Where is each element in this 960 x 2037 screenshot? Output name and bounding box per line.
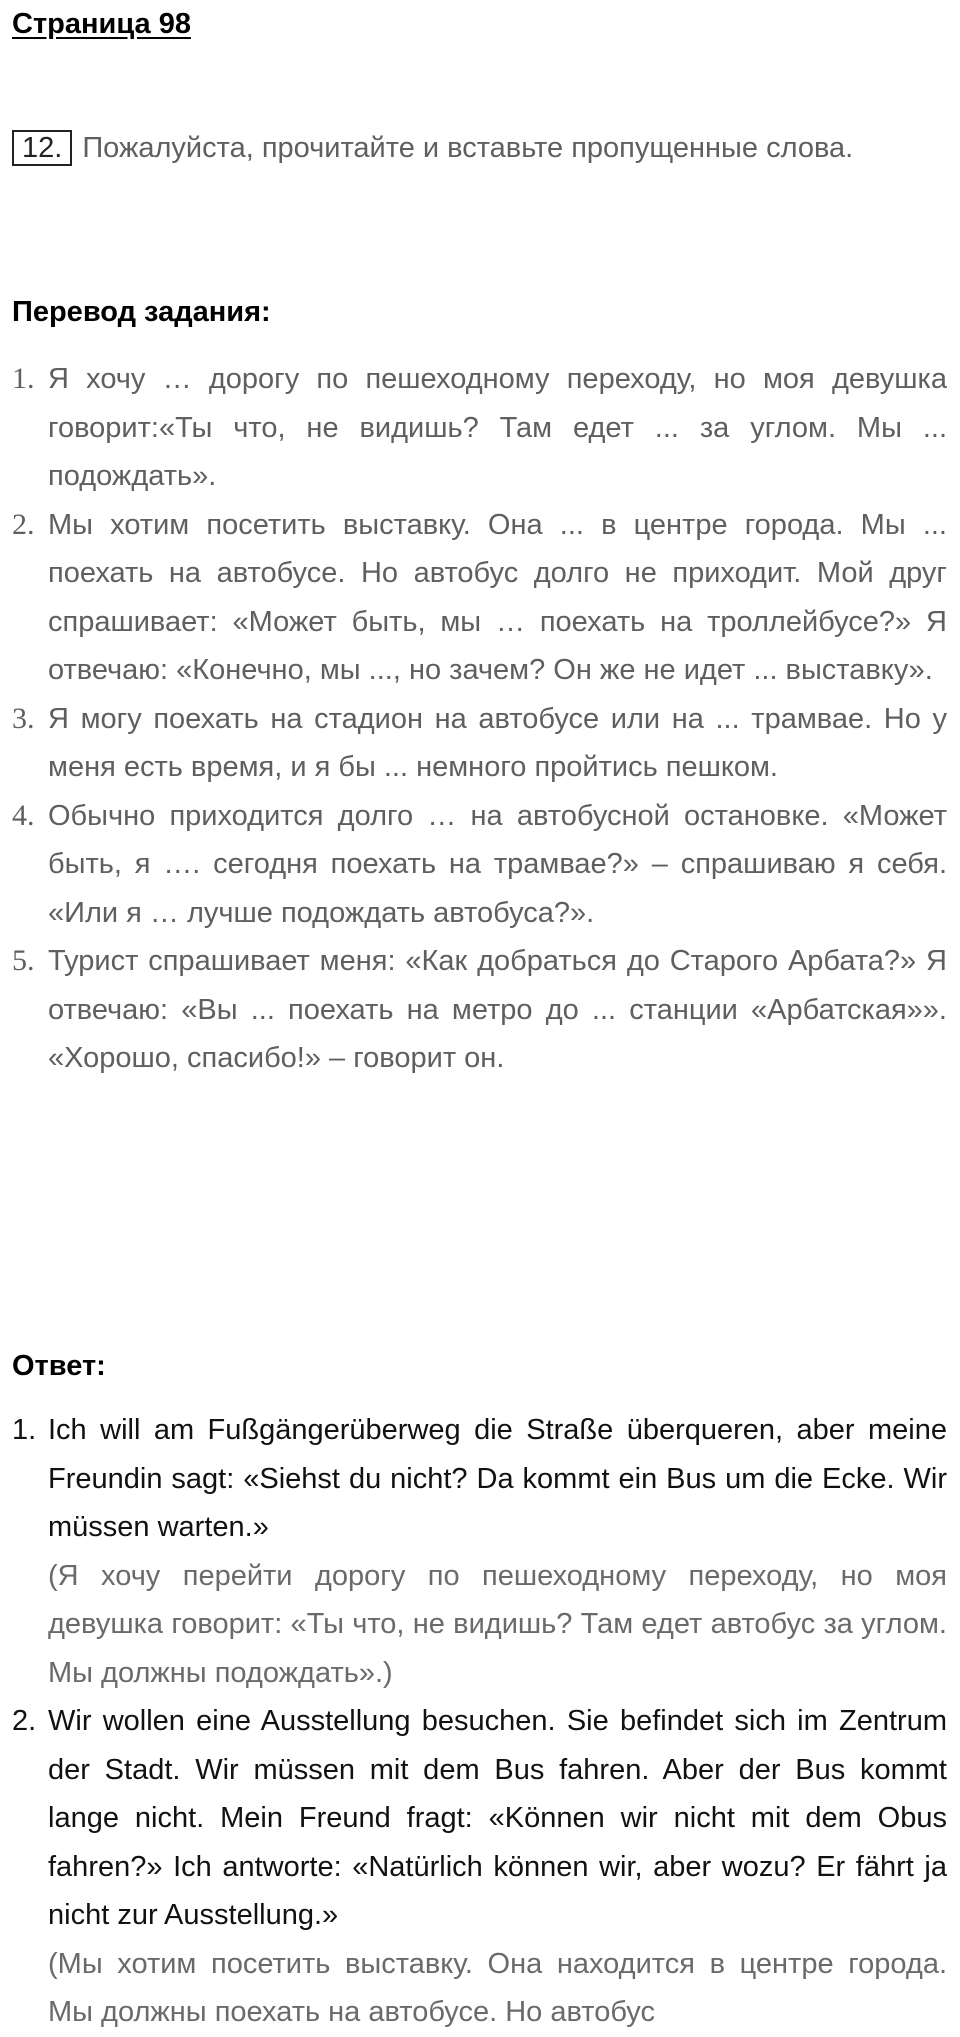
page-title: Страница 98 xyxy=(12,8,191,40)
translation-list xyxy=(12,355,947,1083)
item-number: 1. xyxy=(12,1414,37,1446)
list-item xyxy=(12,792,947,938)
task-instruction xyxy=(12,124,947,173)
list-item xyxy=(12,355,947,501)
item-text: Турист спрашивает меня: «Как добраться до Старого Арбата?» Я отвечаю: «Вы ... поехать на метро до ... станции «Арбатская»». «Хорошо, спасибо!» – говорит он. xyxy=(48,945,947,1074)
translation-heading: Перевод задания: xyxy=(12,296,271,328)
item-text: Обычно приходится долго … на автобусной остановке. «Может быть, я …. сегодня поехать на трамвае?» – спрашиваю я себя. «Или я … лучше подождать автобуса?». xyxy=(48,799,947,929)
task-text: Пожалуйста, прочитайте и вставьте пропущенные слова. xyxy=(82,132,854,164)
item-text: Мы хотим посетить выставку. Она ... в центре города. Мы ... поехать на автобусе. Но автобус долго не приходит. Мой друг спрашивает: «Может быть, мы … поехать на троллейбусе?» Я отвечаю: «Конечно, мы ..., но зачем? Он же не идет ... выставку». xyxy=(48,508,947,686)
item-number: 2. xyxy=(12,1705,37,1737)
item-number: 1. xyxy=(12,362,35,395)
answer-german: Ich will am Fußgängerüberweg die Straße überqueren, aber meine Freundin sagt: «Siehst du nicht? Da kommt ein Bus um die Ecke. Wir müssen warten.» xyxy=(48,1414,947,1543)
answer-list xyxy=(12,1406,947,2037)
answer-heading: Ответ: xyxy=(12,1350,106,1382)
list-item xyxy=(12,1406,947,1697)
item-number: 4. xyxy=(12,798,35,832)
list-item xyxy=(12,1697,947,2037)
item-text: Я могу поехать на стадион на автобусе или на ... трамвае. Но у меня есть время, и я бы ... немного пройтись пешком. xyxy=(48,702,947,783)
item-number: 2. xyxy=(12,507,35,541)
answer-russian: (Мы хотим посетить выставку. Она находится в центре города. Мы должны поехать на автобусе. Но автобус xyxy=(48,1947,947,2028)
item-text: Я хочу … дорогу по пешеходному переходу, но моя девушка говорит:«Ты что, не видишь? Там едет ... за углом. Мы ... подождать». xyxy=(48,363,947,492)
task-number-box: 12. xyxy=(12,130,72,166)
list-item xyxy=(12,937,947,1083)
answer-russian: (Я хочу перейти дорогу по пешеходному переходу, но моя девушка говорит: «Ты что, не видишь? Там едет автобус за углом. Мы должны подождать».) xyxy=(48,1559,947,1689)
list-item xyxy=(12,695,947,792)
item-number: 3. xyxy=(12,701,35,735)
item-number: 5. xyxy=(12,944,35,977)
list-item xyxy=(12,501,947,695)
answer-german: Wir wollen eine Ausstellung besuchen. Sie befindet sich im Zentrum der Stadt. Wir müssen mit dem Bus fahren. Aber der Bus kommt lange nicht. Mein Freund fragt: «Können wir nicht mit dem Obus fahren?» Ich antworte: «Natürlich können wir, aber wozu? Er fährt ja nicht zur Ausstellung.» xyxy=(48,1705,947,1931)
